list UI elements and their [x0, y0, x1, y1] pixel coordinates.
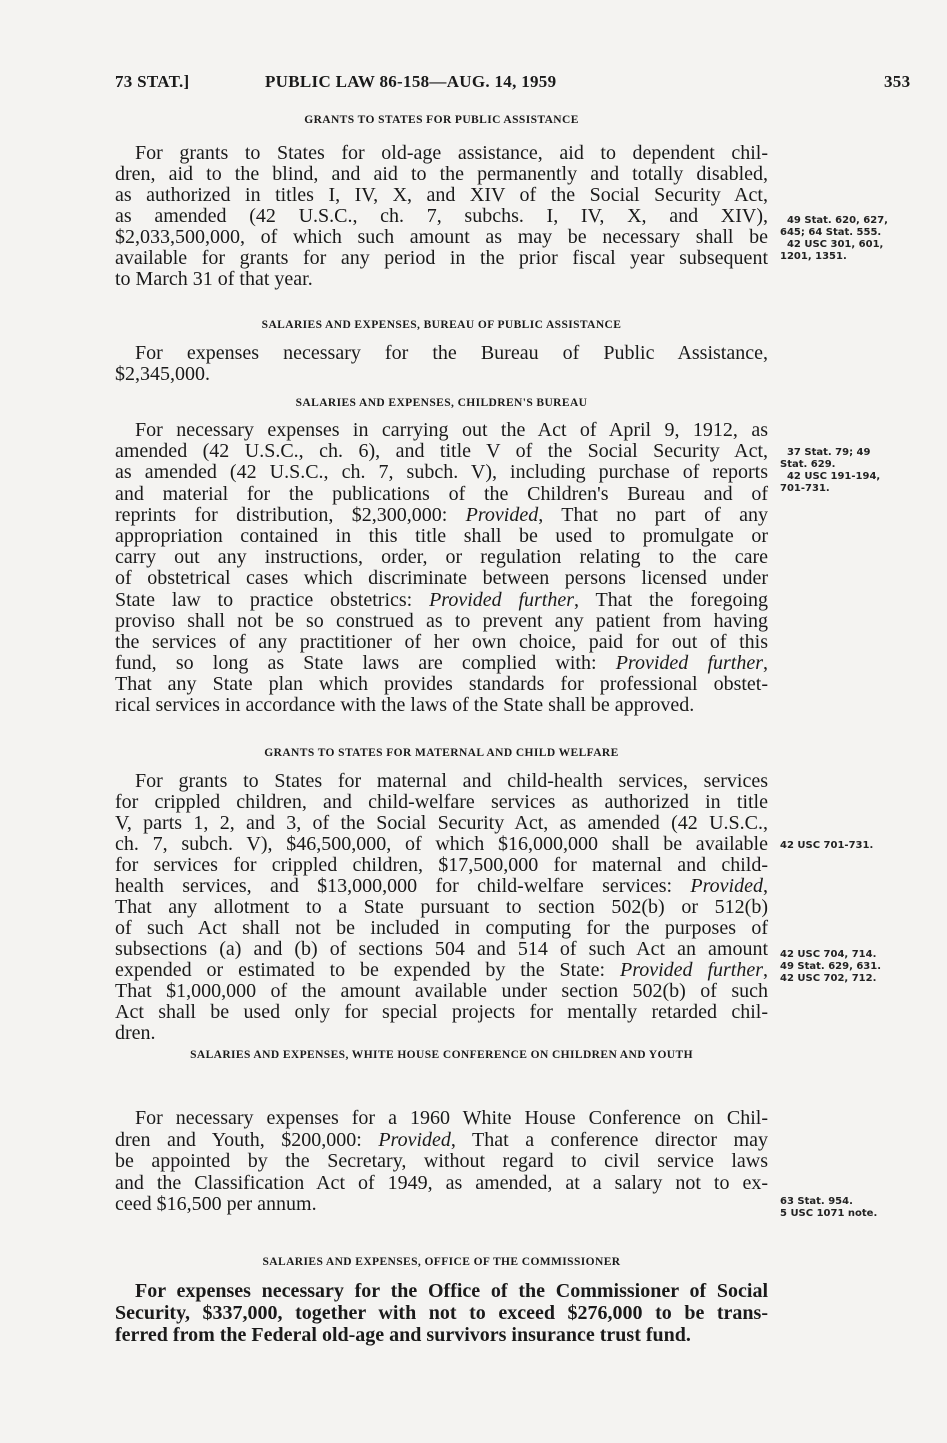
text-line: rical services in accordance with the laws of the State shall be approved.	[115, 694, 695, 717]
section-paragraph	[115, 142, 768, 290]
text-line: For expenses necessary for the Bureau of Public Assistance,	[135, 342, 768, 364]
text-line: of such Act shall not be included in computing for the purposes of	[115, 917, 768, 939]
text-line: ch. 7, subch. V), $46,500,000, of which $16,000,000 shall be available	[115, 833, 768, 855]
margin-note: 42 USC 701-731.	[780, 840, 874, 851]
section-heading: SALARIES AND EXPENSES, WHITE HOUSE CONFERENCE ON CHILDREN AND YOUTH	[190, 1049, 693, 1061]
running-title: PUBLIC LAW 86-158—AUG. 14, 1959	[265, 72, 557, 91]
text-line: as authorized in titles I, IV, X, and XIV of the Social Security Act,	[115, 184, 768, 206]
text-line: $2,345,000.	[115, 363, 210, 385]
text-line: $2,033,500,000, of which such amount as may be necessary shall be	[115, 226, 768, 248]
text-line: and material for the publications of the Children's Bureau and of	[115, 482, 768, 505]
text-line: ferred from the Federal old-age and survivors insurance trust fund.	[115, 1324, 691, 1346]
page-number: 353	[884, 72, 911, 91]
text-line: to March 31 of that year.	[115, 268, 313, 290]
section-heading: GRANTS TO STATES FOR MATERNAL AND CHILD WELFARE	[264, 747, 619, 759]
section-paragraph	[115, 342, 768, 385]
text-line: as amended (42 U.S.C., ch. 7, subchs. I, IV, X, and XIV),	[115, 205, 768, 227]
text-line: Act shall be used only for special projects for mentally retarded chil-	[115, 1001, 768, 1023]
section-paragraph	[115, 419, 769, 717]
text-line: State law to practice obstetrics: Provided further, That the foregoing	[115, 588, 768, 611]
margin-note: 49 Stat. 620, 627, 645; 64 Stat. 555. 42 USC 301, 601, 1201, 1351.	[780, 215, 888, 262]
text-line: reprints for distribution, $2,300,000: Provided, That no part of any	[115, 503, 769, 526]
section-paragraph	[115, 1107, 768, 1215]
text-line: for services for crippled children, $17,500,000 for maternal and child-	[115, 854, 768, 876]
text-line: For necessary expenses for a 1960 White House Conference on Chil-	[135, 1107, 768, 1129]
text-line: of obstetrical cases which discriminate between persons licensed under	[115, 567, 768, 590]
text-line: as amended (42 U.S.C., ch. 7, subch. V), including purchase of reports	[115, 461, 768, 484]
margin-note: 42 USC 704, 714. 49 Stat. 629, 631. 42 USC 702, 712.	[780, 949, 882, 984]
text-line: be appointed by the Secretary, without regard to civil service laws	[115, 1150, 768, 1172]
text-line: For grants to States for maternal and child-health services, services	[135, 770, 768, 792]
section-paragraph	[115, 770, 768, 1044]
text-line: dren.	[115, 1022, 156, 1044]
text-line: carry out any instructions, order, or regulation relating to the care	[115, 546, 768, 569]
volume-reference: 73 STAT.]	[115, 72, 190, 91]
text-line: That $1,000,000 of the amount available under section 502(b) of such	[115, 980, 768, 1002]
text-line: For expenses necessary for the Office of the Commissioner of Social	[135, 1280, 768, 1302]
text-line: That any allotment to a State pursuant to section 502(b) or 512(b)	[115, 896, 768, 918]
text-line: Security, $337,000, together with not to exceed $276,000 to be trans-	[115, 1302, 768, 1324]
section-heading: SALARIES AND EXPENSES, CHILDREN'S BUREAU	[295, 397, 588, 409]
text-line: ceed $16,500 per annum.	[115, 1193, 317, 1215]
text-line: V, parts 1, 2, and 3, of the Social Security Act, as amended (42 U.S.C.,	[115, 812, 768, 834]
margin-note: 37 Stat. 79; 49 Stat. 629. 42 USC 191-194, 701-731.	[780, 447, 881, 494]
text-line: For grants to States for old-age assistance, aid to dependent chil-	[135, 142, 768, 164]
text-line: dren, aid to the blind, and aid to the permanently and totally disabled,	[115, 163, 768, 185]
section-paragraph	[115, 1280, 768, 1346]
text-line: expended or estimated to be expended by the State: Provided further,	[115, 959, 768, 981]
text-line: That any State plan which provides standards for professional obstet-	[115, 673, 768, 696]
text-line: subsections (a) and (b) of sections 504 and 514 of such Act an amount	[115, 938, 768, 960]
text-line: fund, so long as State laws are complied with: Provided further,	[115, 652, 769, 675]
text-line: proviso shall not be so construed as to prevent any patient from having	[115, 609, 768, 632]
text-line: and the Classification Act of 1949, as amended, at a salary not to ex-	[115, 1171, 768, 1194]
text-line: the services of any practitioner of her own choice, paid for out of this	[115, 630, 768, 653]
text-line: appropriation contained in this title shall be used to promulgate or	[115, 524, 768, 547]
section-heading: SALARIES AND EXPENSES, BUREAU OF PUBLIC ASSISTANCE	[261, 319, 622, 331]
text-line: health services, and $13,000,000 for child-welfare services: Provided,	[115, 875, 768, 897]
text-line: dren and Youth, $200,000: Provided, That a conference director may	[115, 1128, 768, 1151]
section-heading: GRANTS TO STATES FOR PUBLIC ASSISTANCE	[304, 114, 579, 126]
margin-note: 63 Stat. 954. 5 USC 1071 note.	[780, 1196, 878, 1219]
text-line: available for grants for any period in the prior fiscal year subsequent	[115, 247, 768, 269]
text-line: for crippled children, and child-welfare services as authorized in title	[115, 791, 768, 813]
section-heading: SALARIES AND EXPENSES, OFFICE OF THE COMMISSIONER	[262, 1256, 621, 1268]
text-line: For necessary expenses in carrying out the Act of April 9, 1912, as	[135, 419, 768, 441]
text-line: amended (42 U.S.C., ch. 6), and title V of the Social Security Act,	[115, 440, 768, 463]
